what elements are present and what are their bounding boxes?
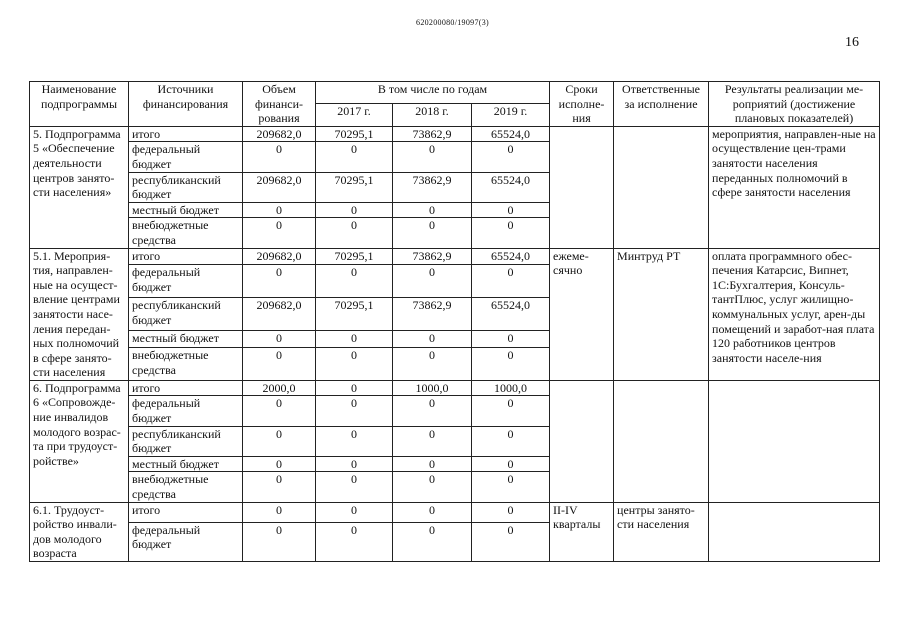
- funding-volume: 0: [243, 202, 316, 218]
- amount-2019: 0: [472, 331, 550, 348]
- funding-volume: 0: [243, 218, 316, 248]
- amount-2017: 0: [316, 202, 393, 218]
- amount-2019: 65524,0: [472, 298, 550, 331]
- amount-2018: 0: [393, 502, 472, 522]
- amount-2018: 0: [393, 331, 472, 348]
- amount-2017: 0: [316, 218, 393, 248]
- funding-volume: 0: [243, 265, 316, 298]
- amount-2019: 65524,0: [472, 248, 550, 265]
- funding-source: федеральный бюджет: [129, 142, 243, 172]
- funding-source: республиканский бюджет: [129, 172, 243, 202]
- amount-2019: 0: [472, 522, 550, 561]
- implementation-results: оплата программного обес-печения Катарсис, Випнет, 1С:Бухгалтерия, Консуль-тантПлюс, услуг жилищно-коммунальных услуг, арен-ды помещений и заработ-ная плата 120 работников центров занятости населе-ния: [709, 248, 880, 380]
- funding-volume: 2000,0: [243, 380, 316, 396]
- funding-volume: 209682,0: [243, 126, 316, 142]
- funding-volume: 209682,0: [243, 298, 316, 331]
- document-id: 620200080/19097(3): [416, 18, 489, 27]
- amount-2018: 73862,9: [393, 298, 472, 331]
- funding-source: республиканский бюджет: [129, 426, 243, 456]
- amount-2018: 0: [393, 142, 472, 172]
- amount-2017: 70295,1: [316, 126, 393, 142]
- amount-2019: 0: [472, 348, 550, 381]
- amount-2019: 0: [472, 502, 550, 522]
- funding-source: федеральный бюджет: [129, 396, 243, 426]
- implementation-results: [709, 380, 880, 502]
- amount-2019: 65524,0: [472, 172, 550, 202]
- implementation-results: мероприятия, направлен-ные на осуществление цен-трами занятости населения переданных полномочий в сфере занятости населения: [709, 126, 880, 248]
- page-number: 16: [845, 35, 859, 50]
- amount-2018: 0: [393, 472, 472, 502]
- funding-source: местный бюджет: [129, 202, 243, 218]
- amount-2019: 0: [472, 472, 550, 502]
- amount-2018: 0: [393, 218, 472, 248]
- subprogram-name: 6. Подпрограмма 6 «Сопровожде-ние инвалидов молодого возрас-та при трудоуст-ройстве»: [30, 380, 129, 502]
- amount-2019: 0: [472, 202, 550, 218]
- amount-2019: 0: [472, 265, 550, 298]
- amount-2019: 1000,0: [472, 380, 550, 396]
- amount-2018: 73862,9: [393, 248, 472, 265]
- header-by-years: В том числе по годам: [316, 82, 550, 104]
- amount-2018: 0: [393, 265, 472, 298]
- amount-2019: 0: [472, 456, 550, 472]
- amount-2017: 0: [316, 348, 393, 381]
- amount-2017: 0: [316, 522, 393, 561]
- funding-volume: 0: [243, 396, 316, 426]
- program-table: [29, 81, 880, 562]
- table-row: [30, 126, 880, 142]
- funding-source: итого: [129, 502, 243, 522]
- amount-2018: 73862,9: [393, 172, 472, 202]
- amount-2017: 0: [316, 396, 393, 426]
- amount-2017: 0: [316, 472, 393, 502]
- table-row: [30, 248, 880, 265]
- header-source: Источники финансирования: [129, 82, 243, 127]
- funding-source: итого: [129, 380, 243, 396]
- funding-source: внебюджетные средства: [129, 472, 243, 502]
- header-terms: Сроки исполне-ния: [550, 82, 614, 127]
- funding-volume: 0: [243, 331, 316, 348]
- funding-volume: 0: [243, 456, 316, 472]
- funding-volume: 0: [243, 426, 316, 456]
- amount-2018: 0: [393, 348, 472, 381]
- header-2018: 2018 г.: [393, 104, 472, 126]
- header-2017: 2017 г.: [316, 104, 393, 126]
- funding-source: итого: [129, 248, 243, 265]
- amount-2017: 0: [316, 502, 393, 522]
- table-row: [30, 502, 880, 522]
- subprogram-name: 5. Подпрограмма 5 «Обеспечение деятельности центров занято-сти населения»: [30, 126, 129, 248]
- header-results: Результаты реализации ме-роприятий (достижение плановых показателей): [709, 82, 880, 127]
- amount-2019: 0: [472, 218, 550, 248]
- amount-2017: 0: [316, 426, 393, 456]
- responsible-executor: Минтруд РТ: [614, 248, 709, 380]
- amount-2019: 0: [472, 426, 550, 456]
- amount-2017: 0: [316, 142, 393, 172]
- table-row: [30, 380, 880, 396]
- amount-2017: 0: [316, 380, 393, 396]
- header-2019: 2019 г.: [472, 104, 550, 126]
- header-name: Наименование подпрограммы: [30, 82, 129, 127]
- amount-2018: 0: [393, 202, 472, 218]
- amount-2019: 0: [472, 142, 550, 172]
- funding-volume: 0: [243, 502, 316, 522]
- amount-2018: 0: [393, 426, 472, 456]
- funding-volume: 209682,0: [243, 172, 316, 202]
- funding-source: итого: [129, 126, 243, 142]
- funding-source: местный бюджет: [129, 331, 243, 348]
- table-body: [30, 126, 880, 561]
- funding-source: внебюджетные средства: [129, 348, 243, 381]
- amount-2017: 70295,1: [316, 298, 393, 331]
- amount-2018: 73862,9: [393, 126, 472, 142]
- amount-2019: 0: [472, 396, 550, 426]
- execution-terms: II-IV кварталы: [550, 502, 614, 561]
- funding-volume: 0: [243, 142, 316, 172]
- amount-2017: 70295,1: [316, 248, 393, 265]
- funding-volume: 0: [243, 522, 316, 561]
- amount-2018: 1000,0: [393, 380, 472, 396]
- execution-terms: [550, 126, 614, 248]
- amount-2017: 70295,1: [316, 172, 393, 202]
- execution-terms: [550, 380, 614, 502]
- execution-terms: ежеме-сячно: [550, 248, 614, 380]
- amount-2017: 0: [316, 456, 393, 472]
- responsible-executor: [614, 126, 709, 248]
- funding-source: федеральный бюджет: [129, 522, 243, 561]
- subprogram-name: 6.1. Трудоуст-ройство инвали-дов молодого возраста: [30, 502, 129, 561]
- header-responsible: Ответственные за исполнение: [614, 82, 709, 127]
- funding-volume: 0: [243, 348, 316, 381]
- implementation-results: [709, 502, 880, 561]
- amount-2017: 0: [316, 265, 393, 298]
- header-volume: Объем финанси-рования: [243, 82, 316, 127]
- amount-2018: 0: [393, 396, 472, 426]
- responsible-executor: центры занято-сти населения: [614, 502, 709, 561]
- funding-volume: 209682,0: [243, 248, 316, 265]
- amount-2018: 0: [393, 522, 472, 561]
- funding-source: внебюджетные средства: [129, 218, 243, 248]
- subprogram-name: 5.1. Мероприя-тия, направлен-ные на осущест-вление центрами занятости насе-ления передан-ных полномочий в сфере занято-сти населения: [30, 248, 129, 380]
- amount-2019: 65524,0: [472, 126, 550, 142]
- funding-source: местный бюджет: [129, 456, 243, 472]
- funding-volume: 0: [243, 472, 316, 502]
- amount-2018: 0: [393, 456, 472, 472]
- funding-source: республиканский бюджет: [129, 298, 243, 331]
- funding-source: федеральный бюджет: [129, 265, 243, 298]
- responsible-executor: [614, 380, 709, 502]
- amount-2017: 0: [316, 331, 393, 348]
